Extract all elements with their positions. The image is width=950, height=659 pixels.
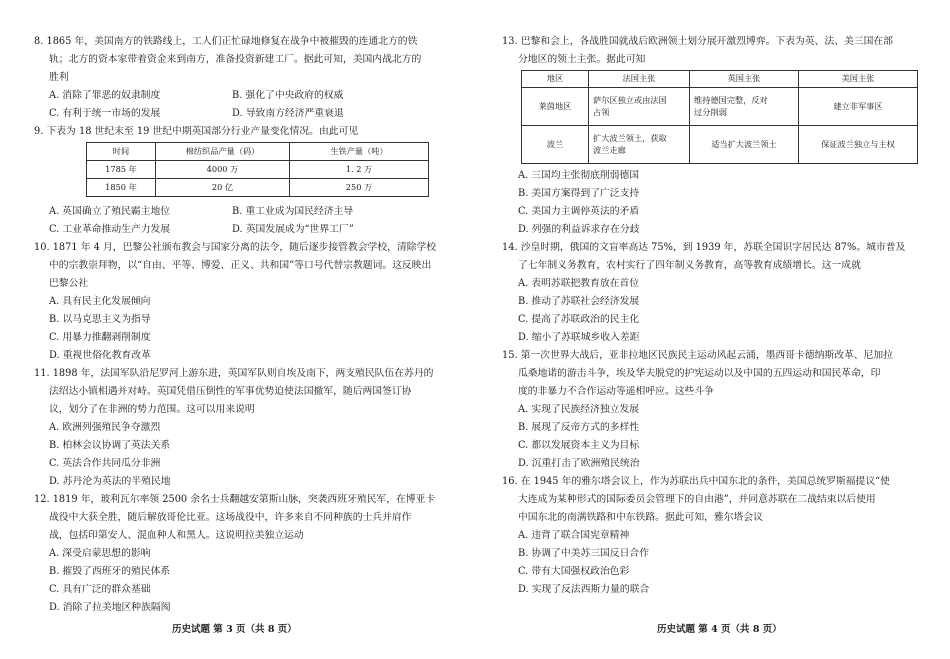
q10-option-c: C. 用暴力推翻剥削制度 xyxy=(49,332,151,343)
q10-stem-line-1: 10. 1871 年 4 月，巴黎公社颁布教会与国家分离的法令，随后逐步接管教会学校，清除学校 xyxy=(34,242,437,253)
q10-option-d: D. 重视世俗化教育改革 xyxy=(49,350,151,361)
q11-stem-line-2: 法绍达小镇相遇并对峙。英国凭借压倒性的军事优势迫使法国撤军，随后两国签订协 xyxy=(49,386,412,397)
q11-option-a: A. 欧洲列强殖民争夺激烈 xyxy=(49,422,161,433)
q9-table-cell: 1850 年 xyxy=(87,179,156,197)
q13-cell-line: 维持德国完整，反对 xyxy=(694,95,768,106)
q13-table-header: 英国主张 xyxy=(690,71,799,88)
q13-cell-line: 适当扩大波兰领土 xyxy=(711,138,777,149)
q8-stem-line-3: 胜利 xyxy=(49,72,69,83)
q9-table-row xyxy=(87,161,429,179)
q13-table-cell xyxy=(799,126,918,164)
q16-stem-line-3: 中国东北的南满铁路和中东铁路。据此可知，雅尔塔会议 xyxy=(518,512,763,523)
q15-option-d: D. 沉重打击了欧洲殖民统治 xyxy=(518,458,640,469)
q10-stem-line-2: 中的宗教崇拜物，以“自由、平等、博爱、正义、共和国”等口号代替宗教题词。这反映出 xyxy=(49,260,432,271)
q14-option-a: A. 表明苏联把教育放在首位 xyxy=(518,278,640,289)
q15-stem-line-2: 瓜桑地诺的游击斗争，埃及华夫脱党的护宪运动以及中国的五四运动和国民革命，印 xyxy=(518,368,881,379)
q9-table-cell: 20 亿 xyxy=(156,179,290,197)
q9-table-header: 棉纺织品产量（码） xyxy=(156,143,290,161)
page-footer: 历史试题 第 4 页（共 8 页） xyxy=(657,624,782,635)
q13-table-cell: 波兰 xyxy=(522,126,589,164)
q13-cell-line: 占领 xyxy=(593,106,610,117)
q13-table-row xyxy=(522,126,918,164)
q9-option-a: A. 英国确立了殖民霸主地位 xyxy=(49,206,171,217)
q13-stem-line-2: 分地区的领土主张。据此可知 xyxy=(518,54,646,65)
q11-stem-line-3: 议，划分了在非洲的势力范围。这可以用来说明 xyxy=(49,404,255,415)
q8-stem-line-2: 轨；北方的资本家带着资金来到南方，准备投资新建工厂。据此可知，美国内战北方的 xyxy=(49,54,422,65)
q13-table xyxy=(521,70,918,164)
q13-table-cell xyxy=(690,126,799,164)
q8-option-b: B. 强化了中央政府的权威 xyxy=(232,90,344,101)
q13-stem-line-1: 13. 巴黎和会上，各战胜国就战后欧洲领土划分展开激烈博弈。下表为英、法、美三国在部 xyxy=(502,36,893,47)
q13-table-row xyxy=(522,88,918,126)
q9-table-row xyxy=(87,179,429,197)
q13-table-header-row xyxy=(522,71,918,88)
q9-option-c: C. 工业革命推动生产力发展 xyxy=(49,224,171,235)
q9-table-header: 时间 xyxy=(87,143,156,161)
q9-table-cell: 250 万 xyxy=(290,179,429,197)
q8-option-d: D. 导致南方经济严重衰退 xyxy=(232,108,344,119)
q16-stem-line-1: 16. 在 1945 年的雅尔塔会议上，作为苏联出兵中国东北的条件，美国总统罗斯福提议“使 xyxy=(502,476,890,487)
q13-cell-line: 波兰走廊 xyxy=(593,144,626,155)
page-footer: 历史试题 第 3 页（共 8 页） xyxy=(172,624,297,635)
q16-option-b: B. 协调了中美苏三国反日合作 xyxy=(518,548,649,559)
q12-option-d: D. 消除了拉美地区种族隔阂 xyxy=(49,602,171,613)
q13-table-header: 法国主张 xyxy=(589,71,690,88)
q13-option-c: C. 美国力主调停英法的矛盾 xyxy=(518,206,640,217)
q12-stem-line-1: 12. 1819 年，玻利瓦尔率领 2500 余名士兵翻越安第斯山脉，突袭西班牙殖民军，在博亚卡 xyxy=(34,494,436,505)
q8-option-c: C. 有利于统一市场的发展 xyxy=(49,108,161,119)
q16-stem-line-2: 大连成为某种形式的国际委员会管理下的自由港”，并同意苏联在二战结束以后使用 xyxy=(518,494,876,505)
q13-cell-line: 扩大波兰领土，获取 xyxy=(593,133,667,144)
page-4 xyxy=(475,0,950,659)
q9-table-cell: 1. 2 万 xyxy=(290,161,429,179)
q13-option-b: B. 美国方案得到了广泛支持 xyxy=(518,188,640,199)
q13-table-cell xyxy=(589,126,690,164)
q13-option-d: D. 列强的利益诉求存在分歧 xyxy=(518,224,640,235)
q13-cell-line: 过分削弱 xyxy=(694,106,727,117)
q9-table-cell: 1785 年 xyxy=(87,161,156,179)
q10-option-b: B. 以马克思主义为指导 xyxy=(49,314,151,325)
q12-option-c: C. 具有广泛的群众基础 xyxy=(49,584,151,595)
q15-option-b: B. 展现了反帝方式的多样性 xyxy=(518,422,640,433)
q13-table-header: 美国主张 xyxy=(799,71,918,88)
q9-table-header-row xyxy=(87,143,429,161)
q12-option-a: A. 深受启蒙思想的影响 xyxy=(49,548,151,559)
q14-option-b: B. 推动了苏联社会经济发展 xyxy=(518,296,640,307)
q14-option-d: D. 缩小了苏联城乡收入差距 xyxy=(518,332,640,343)
q9-table xyxy=(86,142,429,197)
q10-option-a: A. 具有民主化发展倾向 xyxy=(49,296,151,307)
q10-stem-line-3: 巴黎公社 xyxy=(49,278,89,289)
q9-table-cell: 4000 万 xyxy=(156,161,290,179)
q11-option-c: C. 英法合作共同瓜分非洲 xyxy=(49,458,161,469)
q15-stem-line-1: 15. 第一次世界大战后，亚非拉地区民族民主运动风起云涌，墨西哥卡德纳斯改革、尼加拉 xyxy=(502,350,893,361)
q14-stem-line-2: 了七年制义务教育，农村实行了四年制义务教育，高等教育成绩增长。这一成就 xyxy=(518,260,861,271)
q12-option-b: B. 摧毁了西班牙的殖民体系 xyxy=(49,566,171,577)
q16-option-a: A. 违背了联合国宪章精神 xyxy=(518,530,630,541)
q12-stem-line-2: 战役中大获全胜，随后解放哥伦比亚。这场战役中，许多来自不同种族的士兵并肩作 xyxy=(49,512,412,523)
q8-stem-line-1: 8. 1865 年，美国南方的铁路线上，工人们正忙碌地修复在战争中被摧毁的连通北方的铁 xyxy=(34,36,418,47)
q9-option-d: D. 英国发展成为“世界工厂” xyxy=(232,224,354,235)
q11-option-d: D. 苏丹沦为英法的半殖民地 xyxy=(49,476,171,487)
q13-table-cell xyxy=(799,88,918,126)
q13-cell-line: 萨尔区独立或由法国 xyxy=(593,95,667,106)
q11-option-b: B. 柏林会议协调了英法关系 xyxy=(49,440,171,451)
q13-table-cell: 莱茵地区 xyxy=(522,88,589,126)
q14-option-c: C. 提高了苏联政治的民主化 xyxy=(518,314,640,325)
q15-stem-line-3: 度的非暴力不合作运动等遥相呼应。这些斗争 xyxy=(518,386,714,397)
q9-option-b: B. 重工业成为国民经济主导 xyxy=(232,206,354,217)
q13-table-cell xyxy=(589,88,690,126)
q11-stem-line-1: 11. 1898 年，法国军队沿尼罗河上游东进，英国军队则自埃及南下，两支殖民队伍在苏丹的 xyxy=(34,368,434,379)
q13-cell-line: 保证波兰独立与主权 xyxy=(821,138,895,149)
q13-table-header: 地区 xyxy=(522,71,589,88)
q14-stem-line-1: 14. 沙皇时期，俄国的文盲率高达 75%，到 1939 年，苏联全国识字居民达 87%。城市普及 xyxy=(502,242,906,253)
q12-stem-line-3: 战，包括印第安人、混血种人和黑人。这说明拉美独立运动 xyxy=(49,530,304,541)
q15-option-a: A. 实现了民族经济独立发展 xyxy=(518,404,640,415)
q16-option-d: D. 实现了反法西斯力量的联合 xyxy=(518,584,650,595)
q13-table-cell xyxy=(690,88,799,126)
q16-option-c: C. 带有大国强权政治色彩 xyxy=(518,566,630,577)
q9-table-header: 生铁产量（吨） xyxy=(290,143,429,161)
q13-cell-line: 建立非军事区 xyxy=(833,100,883,111)
q15-option-c: C. 都以发展资本主义为目标 xyxy=(518,440,640,451)
q13-option-a: A. 三国均主张彻底削弱德国 xyxy=(518,170,640,181)
q8-option-a: A. 消除了罪恶的奴隶制度 xyxy=(49,90,161,101)
q9-stem: 9. 下表为 18 世纪末至 19 世纪中期英国部分行业产量变化情况。由此可见 xyxy=(34,126,359,137)
